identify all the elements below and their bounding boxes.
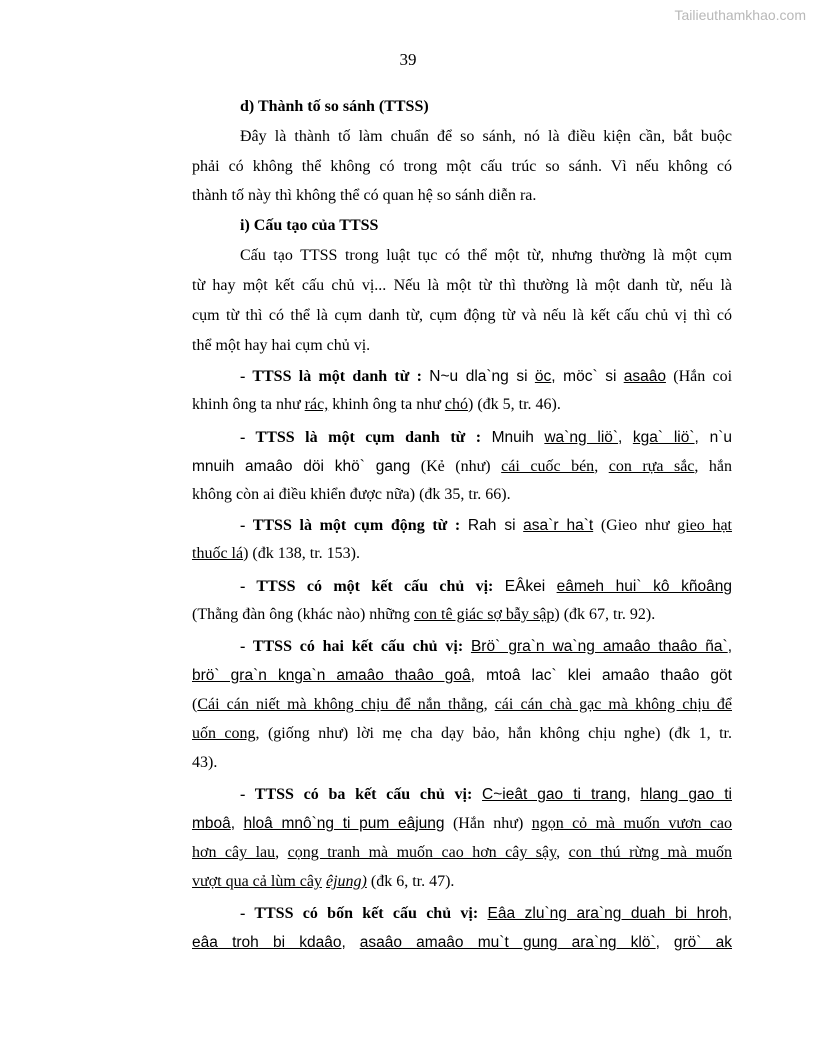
intro-line: phải có không thể không có trong một cấu trúc so sánh. Vì nếu không có	[192, 158, 732, 175]
example-verb-phrase-cont: thuốc lá) (đk 138, tr. 153).	[192, 545, 360, 562]
example-noun-phrase: - TTSS là một cụm danh từ : Mnuih wa`ng liö`, kga` liö`, n`u	[240, 429, 733, 446]
example-two-clauses-cont: 43).	[192, 754, 218, 771]
example-four-clauses-cont: eâa troh bi kdaâo, asaâo amaâo mu`t gung ara`ng klö`, grö` ak	[192, 934, 733, 951]
structure-line: thể một hay hai cụm chủ vị.	[192, 337, 371, 354]
structure-line: từ hay một kết cấu chủ vị... Nếu là một từ thì thường là một danh từ, nếu là	[192, 277, 732, 294]
example-one-clause: - TTSS có một kết cấu chủ vị: EÂkei eâmeh hui` kô kñoâng	[240, 578, 733, 595]
example-noun-phrase-cont: không còn ai điều khiển được nữa) (đk 35, tr. 66).	[192, 486, 511, 503]
example-two-clauses: - TTSS có hai kết cấu chủ vị: Brö` gra`n wa`ng amaâo thaâo ña`,	[240, 638, 733, 655]
example-three-clauses: - TTSS có ba kết cấu chủ vị: C~ieât gao ti trang, hlang gao ti	[240, 786, 732, 803]
structure-line: cụm từ thì có thể là cụm danh từ, cụm động từ và nếu là kết cấu chủ vị thì có	[192, 307, 732, 324]
example-four-clauses: - TTSS có bốn kết cấu chủ vị: Eâa zlu`ng ara`ng duah bi hroh,	[240, 905, 733, 922]
example-verb-phrase: - TTSS là một cụm động từ : Rah si asa`r ha`t (Gieo như gieo hạt	[240, 517, 732, 534]
example-three-clauses-cont: vượt qua cả lùm cây êjung) (đk 6, tr. 47).	[192, 873, 455, 890]
intro-line: thành tố này thì không thể có quan hệ so sánh diễn ra.	[192, 187, 537, 204]
example-noun: - TTSS là một danh từ : N~u dla`ng si öc, möc` si asaâo (Hắn coi	[240, 368, 733, 385]
example-two-clauses-cont: (Cái cán niết mà không chịu để nắn thẳng, cái cán chà gạc mà không chịu để	[192, 696, 732, 713]
example-three-clauses-cont: hơn cây lau, cọng tranh mà muốn cao hơn cây sậy, con thú rừng mà muốn	[192, 844, 733, 861]
example-one-clause-cont: (Thằng đàn ông (khác nào) những con tê giác sợ bẫy sập) (đk 67, tr. 92).	[192, 606, 656, 623]
example-two-clauses-cont: uốn cong, (giống như) lời mẹ cha dạy bảo, hắn không chịu nghe) (đk 1, tr.	[192, 725, 733, 742]
intro-line: Đây là thành tố làm chuẩn để so sánh, nó là điều kiện cần, bắt buộc	[240, 128, 732, 145]
watermark: Tailieuthamkhao.com	[674, 7, 806, 23]
section-heading: d) Thành tố so sánh (TTSS)	[240, 98, 429, 115]
subheading: i) Cấu tạo của TTSS	[240, 217, 379, 234]
example-noun-phrase-cont: mnuih amaâo döi khö` gang (Kẻ (như) cái cuốc bén, con rựa sắc, hắn	[192, 458, 733, 475]
example-three-clauses-cont: mboâ, hloâ mnô`ng ti pum eâjung (Hắn như) ngọn cỏ mà muốn vươn cao	[192, 815, 733, 832]
structure-line: Cấu tạo TTSS trong luật tục có thể một từ, nhưng thường là một cụm	[240, 247, 732, 264]
example-noun-cont: khinh ông ta như rác, khinh ông ta như chó) (đk 5, tr. 46).	[192, 396, 561, 413]
example-two-clauses-cont: brö` gra`n knga`n amaâo thaâo goâ, mtoâ lac` klei amaâo thaâo göt	[192, 667, 732, 684]
page-number: 39	[399, 50, 417, 69]
